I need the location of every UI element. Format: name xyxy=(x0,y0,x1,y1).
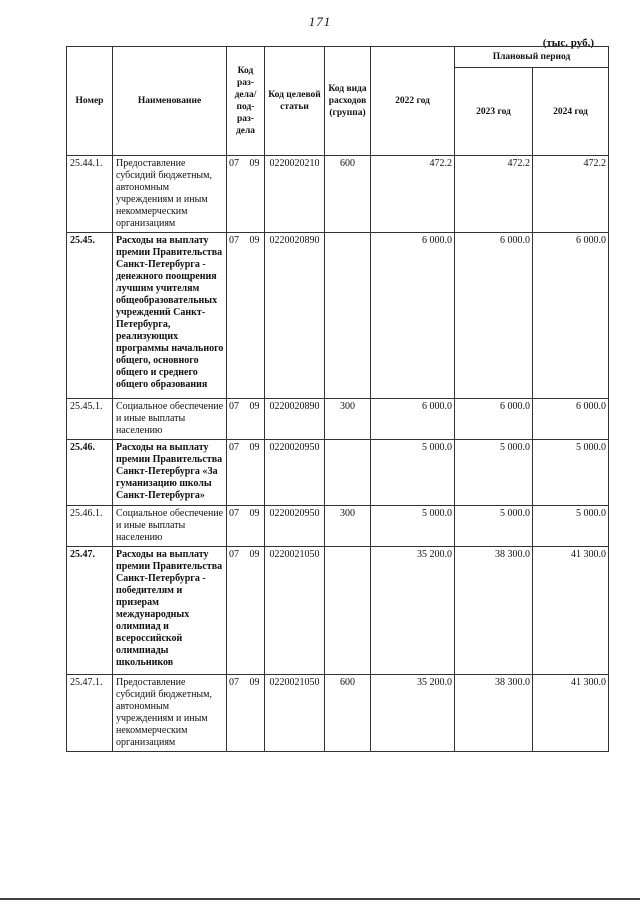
row-2024: 6 000.0 xyxy=(533,399,609,440)
row-2023: 5 000.0 xyxy=(455,506,533,547)
row-name: Социальное обеспечение и иные выплаты населению xyxy=(113,399,227,440)
table-row xyxy=(67,156,609,233)
row-target: 0220020890 xyxy=(265,233,325,399)
row-2022: 35 200.0 xyxy=(371,547,455,675)
row-vid: 300 xyxy=(325,506,371,547)
row-name: Расходы на выплату премии Правительства Санкт-Петербурга - денежного поощрения лучшим учителям общеобразовательных учреждений Санкт-Петербурга, реализующих программы начального общего, основного общего и среднего общего образования xyxy=(113,233,227,399)
unit-note: (тыс. руб.) xyxy=(542,37,594,49)
row-2023: 38 300.0 xyxy=(455,675,533,752)
row-name: Расходы на выплату премии Правительства Санкт-Петербурга «За гуманизацию школы Санкт-Петербурга» xyxy=(113,440,227,506)
row-2023: 38 300.0 xyxy=(455,547,533,675)
table-row xyxy=(67,233,609,399)
row-target: 0220021050 xyxy=(265,547,325,675)
header-name: Наименование xyxy=(113,47,227,156)
row-2022: 35 200.0 xyxy=(371,675,455,752)
row-2024: 5 000.0 xyxy=(533,440,609,506)
row-2024: 5 000.0 xyxy=(533,506,609,547)
row-name: Предоставление субсидий бюджетным, автономным учреждениям и иным некоммерческим организациям xyxy=(113,675,227,752)
table-row xyxy=(67,440,609,506)
row-vid: 600 xyxy=(325,156,371,233)
row-2022: 5 000.0 xyxy=(371,506,455,547)
row-2022: 472.2 xyxy=(371,156,455,233)
row-2023: 6 000.0 xyxy=(455,233,533,399)
row-number: 25.45.1. xyxy=(67,399,113,440)
row-target: 0220020210 xyxy=(265,156,325,233)
header-razdel: Код раз-дела/ под-раз-дела xyxy=(227,47,265,156)
header-target: Код целевой статьи xyxy=(265,47,325,156)
table-row xyxy=(67,506,609,547)
row-2022: 5 000.0 xyxy=(371,440,455,506)
row-target: 0220020950 xyxy=(265,440,325,506)
row-number: 25.47. xyxy=(67,547,113,675)
row-name: Предоставление субсидий бюджетным, автономным учреждениям и иным некоммерческим организациям xyxy=(113,156,227,233)
row-razdel: 07 09 xyxy=(227,440,265,506)
row-number: 25.45. xyxy=(67,233,113,399)
row-target: 0220020950 xyxy=(265,506,325,547)
table-row xyxy=(67,399,609,440)
row-2022: 6 000.0 xyxy=(371,399,455,440)
row-2023: 5 000.0 xyxy=(455,440,533,506)
row-2024: 6 000.0 xyxy=(533,233,609,399)
row-vid: 300 xyxy=(325,399,371,440)
row-name: Социальное обеспечение и иные выплаты населению xyxy=(113,506,227,547)
row-2023: 6 000.0 xyxy=(455,399,533,440)
row-vid xyxy=(325,440,371,506)
footer-divider xyxy=(0,898,640,900)
row-number: 25.47.1. xyxy=(67,675,113,752)
row-2024: 41 300.0 xyxy=(533,547,609,675)
row-target: 0220021050 xyxy=(265,675,325,752)
header-2024: 2024 год xyxy=(533,68,609,156)
page-number: 171 xyxy=(308,14,332,29)
row-name: Расходы на выплату премии Правительства Санкт-Петербурга - победителям и призерам международных олимпиад и всероссийской олимпиады школьников xyxy=(113,547,227,675)
row-2024: 472.2 xyxy=(533,156,609,233)
row-2024: 41 300.0 xyxy=(533,675,609,752)
row-razdel: 07 09 xyxy=(227,233,265,399)
table-row xyxy=(67,675,609,752)
row-number: 25.46. xyxy=(67,440,113,506)
row-razdel: 07 09 xyxy=(227,506,265,547)
row-2023: 472.2 xyxy=(455,156,533,233)
row-vid: 600 xyxy=(325,675,371,752)
header-planned: Плановый период xyxy=(455,47,609,68)
row-razdel: 07 09 xyxy=(227,547,265,675)
row-2022: 6 000.0 xyxy=(371,233,455,399)
row-number: 25.46.1. xyxy=(67,506,113,547)
row-razdel: 07 09 xyxy=(227,399,265,440)
budget-table xyxy=(66,46,609,752)
header-vid: Код вида расходов (группа) xyxy=(325,47,371,156)
header-nomer: Номер xyxy=(67,47,113,156)
table-row xyxy=(67,547,609,675)
header-2023: 2023 год xyxy=(455,68,533,156)
header-2022: 2022 год xyxy=(371,47,455,156)
row-number: 25.44.1. xyxy=(67,156,113,233)
row-razdel: 07 09 xyxy=(227,156,265,233)
row-vid xyxy=(325,547,371,675)
row-target: 0220020890 xyxy=(265,399,325,440)
row-vid xyxy=(325,233,371,399)
row-razdel: 07 09 xyxy=(227,675,265,752)
